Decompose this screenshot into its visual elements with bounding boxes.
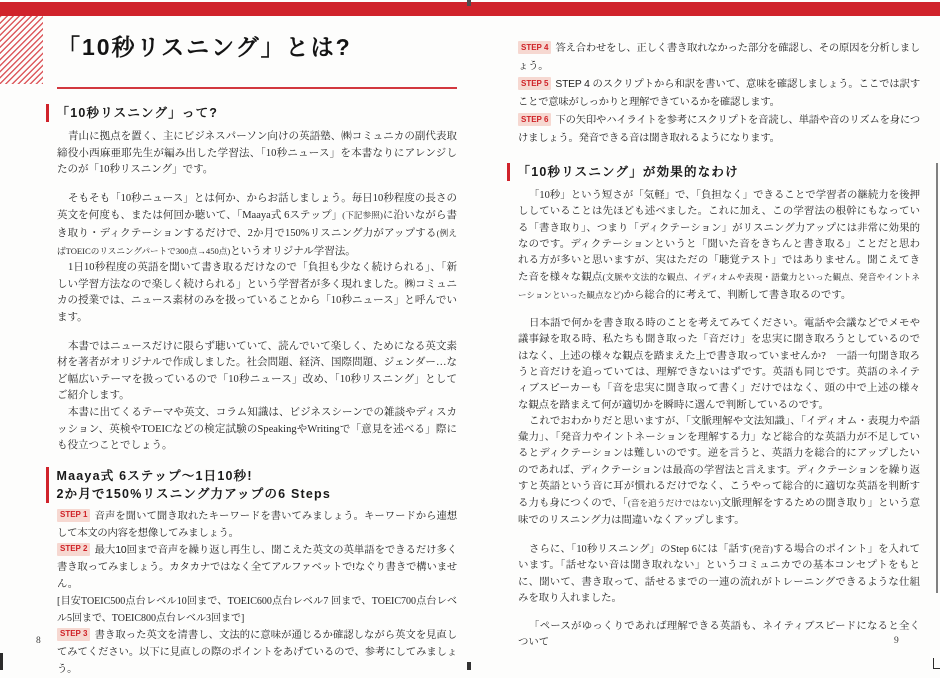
step-text: 書き取った英文を清書し、文法的に意味が通じるか確認しながら英文を見直してみてください。以下に見直しの際のポイントをあげているので、参考にしてみましょう。 [57,629,457,675]
scan-mark-bottom-left [0,653,3,670]
right-page [518,40,920,652]
section-heading-six-steps [46,467,458,503]
text-segment: さらに、「10秒リスニング」のStep 6には「話す [529,543,750,555]
text-segment: から総合的に考えて、判断して書き取るのです。 [623,289,852,301]
page-title: 「10秒リスニング」とは? [57,34,352,60]
steps-list-right [518,40,920,148]
six-steps-heading-line2: 2か月で150%リスニング力アップの6 Steps [56,486,332,501]
paragraph [57,191,457,260]
step-badge: STEP 5 [518,77,551,90]
section-heading-what-is: 「10秒リスニング」って? [46,104,458,122]
text-segment: そもそも「10秒ニュース」とは何か、からお話しましょう。毎日10秒程度の長さの英文を何度も、または何回か聴いて、「Maaya式 6ステップ」 [57,192,457,222]
scan-mark-bottom-center [467,662,471,670]
step-note: [目安TOEIC500点台レベル10回まで、TOEIC600点台レベル7 回まで、TOEIC700点台レベル5回まで、TOEIC800点台レベル3回まで] [57,595,457,624]
inline-note-text: (文脈や文法的な観点、イディオムや表現・語彙力といった観点、発音やイントネーションといった観点など) [518,272,921,300]
text-segment: 文脈理解をするための聞き取り」という意味でのリスニング力は間違いなくアップします。 [518,498,920,526]
page-edge-line [936,163,938,593]
paragraph [57,405,457,455]
text-segment: 1日10秒程度の英語を聞いて書き取るだけなので「負担も少なく続けられる」、「新しい学習方法なので楽しく続けられる」という学習者が多く現れました。㈱コミュニカの授業では、ニュース素材のみを扱っていることから「10秒ニュース」と呼んでいます。 [57,262,457,323]
scan-mark-bottom-right [933,658,940,669]
page-number-left: 8 [36,636,41,646]
step-item [518,76,920,112]
step-text: 答え合わせをし、正しく書き取れなかった部分を確認し、その原因を分析しましょう。 [518,43,920,72]
paragraph [57,260,457,326]
text-segment: というオリジナル学習法。 [230,245,356,257]
step-item [57,542,457,593]
step-badge: STEP 6 [518,113,551,126]
paragraph [57,129,457,179]
step-text: 最大10回まで音声を繰り返し再生し、聞こえた英文の英単語をできるだけ多く書き取ってみましょう。カタカナではなく全てアルファベットで!なぐり書きで構いません。 [57,544,457,590]
intro-paragraphs [57,129,457,455]
step-badge: STEP 1 [57,509,90,522]
section-heading-effective: 「10秒リスニング」が効果的なわけ [507,163,921,181]
text-segment: 青山に拠点を置く、主にビジネスパーソン向けの英語塾、㈱コミュニカの副代表取締役小西麻亜耶先生が編み出した学習法、「10秒ニュース」を本書なりにアレンジしたのが「10秒リスニング」です。 [57,131,457,176]
scan-mark-top-center [467,0,471,6]
left-page [57,30,457,678]
step-text: STEP 4 のスクリプトから和訳を書いて、意味を確認しましょう。ここでは訳すことで意味がしっかりと理解できているかを確認します。 [518,79,920,108]
text-segment: 日本語で何かを書き取る時のことを考えてみてください。電話や会議などでメモや議事録を取る時、私たちも聞き取った「音だけ」を忠実に聞き取ろうとしているのではなく、上述の様々な観点を踏まえた上で書き取っていませんか? 一語一句聞き取ろうと音だけを追っていては、理解できないはずです。英語も同じです。英語のネイティブスピーカーも「音を忠実に聞き取って書く」だけではなく、頭の中で上述の様々な観点を踏まえて何が適切かを瞬時に選んで判断しているのです。 [518,318,920,411]
step-badge: STEP 2 [57,543,90,556]
paragraph [57,339,457,405]
text-segment: 「ペースがゆっくりであれば理解できる英語も、ネイティブスピードになると全くついて [518,621,921,649]
corner-stripes-decoration [0,16,43,84]
step-item [518,112,920,148]
step-badge: STEP 3 [57,628,90,641]
step-text: 音声を聞いて聞き取れたキーワードを書いてみましょう。キーワードから連想して本文の内容を想像してみましょう。 [57,510,457,539]
text-segment: に沿いながら書き取り・ディクテーションするだけで、2か月で150%リスニング力がアップする [57,210,457,239]
inline-note-text: (例えばTOEICのリスニングパートで300点→450点) [57,227,457,256]
page-number-right: 9 [894,636,899,646]
steps-list-left [57,508,457,678]
six-steps-heading-line1: Maaya式 6ステップ〜1日10秒! [56,468,253,483]
inline-note-text: (音を追うだけではない) [627,498,721,509]
step-item [518,40,920,76]
step-item [57,508,457,542]
paragraph [518,414,920,529]
text-segment: 本書ではニュースだけに限らず聴いていて、読んでいて楽しく、ためになる英文素材を著者がオリジナルで作成しました。社会問題、経済、国際問題、ジェンダー…など幅広いテーマを扱っているので「10秒ニュース」改め、「10秒リスニング」としてご紹介します。 [57,340,457,402]
paragraph [518,188,920,304]
inline-note-text: (発音) [749,543,773,554]
effective-paragraphs [518,188,920,652]
title-rule [57,87,457,89]
text-segment: 本書に出てくるテーマや英文、コラム知識は、ビジネスシーンでの雑談やディスカッション、英検やTOEICなどの検定試験のSpeakingやWritingで「意見を述べる」際にも役立つことでしょう。 [57,406,457,452]
inline-note-text: (下記参照) [342,210,383,221]
text-segment: する場合のポイント」を入れています。「話せない音は聞き取れない」というコミュニカでの基本コンセプトをもとに、聞いて、書き取って、話せるまでの一連の流れがトレーニングできるような仕組みを取り入れました。 [518,543,920,604]
step-item [57,627,457,678]
step-text: 下の矢印やハイライトを参考にスクリプトを音読し、単語や音のリズムを身につけましょう。発音できる音は聞き取れるようになります。 [518,115,920,144]
text-segment: これでおわかりだと思いますが、「文脈理解や文法知識」、「イディオム・表現力や語彙力」、「発音力やイントネーションを理解する力」など総合的な英語力が不足しているとディクテーションは難しいのです。逆を言うと、英語力を総合的にアップしたいのであれば、ディクテーションは最高の学習法と言えます。ディクテーションを繰り返すと英語という音に耳が慣れるだけでなく、こうやって総合的に適切な英語を判断する力も身につくので、「 [518,415,920,510]
step-badge: STEP 4 [518,41,551,54]
text-segment: 「10秒」という短さが「気軽」で、「負担なく」できることで学習者の継続力を後押ししていることは先ほども述べました。これに加え、この学習法の根幹にもなっている「書き取り」、つまり「ディクテーション」がリスニング力アップには非常に効果的なのです。ディクテーションというと「聞いた音をきちんと書き取る」ことだと思われる方が多いと思いますが、実はただの「聴覚テスト」ではありません。聞こえてきた音を様々な観点 [518,190,920,284]
paragraph [518,619,920,652]
paragraph [518,316,920,414]
paragraph [518,541,920,607]
